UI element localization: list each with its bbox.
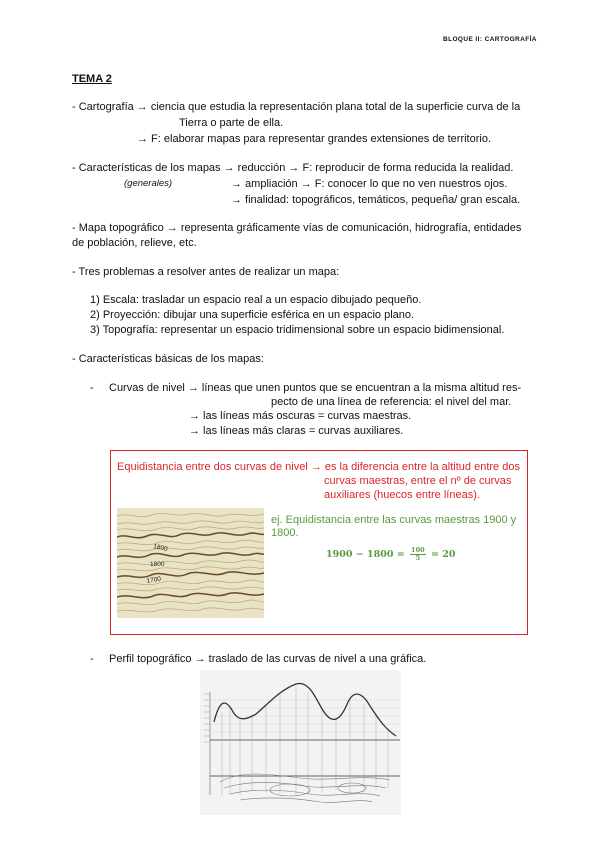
formula-right: = 20 <box>430 549 456 560</box>
caracteristicas-line2: → ampliación → F: conocer lo que no ven nuestros ojos. <box>231 178 508 190</box>
contour-map-image <box>117 508 264 618</box>
equidistancia-line2: curvas maestras, entre el nº de curvas <box>324 475 512 487</box>
caracteristicas-line1: - Características de los mapas → reducción → F: reproducir de forma reducida la realidad. <box>72 162 514 174</box>
perfil-text: Perfil topográfico → traslado de las curvas de nivel a una gráfica. <box>109 653 427 665</box>
cartografia-line2: Tierra o parte de ella. <box>179 117 284 129</box>
problemas-intro: - Tres problemas a resolver antes de realizar un mapa: <box>72 266 340 278</box>
caracteristicas-generales: (generales) <box>124 178 173 189</box>
example-line2: 1800. <box>271 527 299 539</box>
contour-label: 1800 <box>150 561 165 568</box>
bullet-dash: - <box>90 653 94 665</box>
curvas-line1: Curvas de nivel → líneas que unen puntos que se encuentran a la misma altitud res- <box>109 382 522 394</box>
example-line1: ej. Equidistancia entre las curvas maestras 1900 y <box>271 514 517 526</box>
formula-left: 1900 − 1800 = <box>326 549 405 560</box>
page-title: TEMA 2 <box>72 73 112 85</box>
equidistancia-line1: Equidistancia entre dos curvas de nivel → es la diferencia entre la altitud entre dos <box>117 461 520 473</box>
topografico-line1: - Mapa topográfico → representa gráficamente vías de comunicación, hidrografía, entidades <box>72 222 522 234</box>
problema-item: 2) Proyección: dibujar una superficie esférica en un espacio plano. <box>90 309 415 321</box>
caracteristicas-line3: → finalidad: topográficos, temáticos, pequeña/ gran escala. <box>231 194 521 206</box>
equidistancia-line3: auxiliares (huecos entre líneas). <box>324 489 480 501</box>
bullet-dash: - <box>90 382 94 394</box>
curvas-line3: → las líneas más oscuras = curvas maestras. <box>189 410 412 422</box>
formula-numerator: 100 <box>411 546 425 554</box>
curvas-line4: → las líneas más claras = curvas auxiliares. <box>189 425 404 437</box>
contour-label: 1800 <box>152 543 169 553</box>
cartografia-line3: → F: elaborar mapas para representar grandes extensiones de territorio. <box>137 133 492 145</box>
problema-item: 3) Topografía: representar un espacio tridimensional sobre un espacio bidimensional. <box>90 324 505 336</box>
formula-fraction <box>410 547 426 562</box>
formula-denominator: 5 <box>415 554 421 562</box>
equidistance-formula <box>326 547 455 562</box>
problema-item: 1) Escala: trasladar un espacio real a un espacio dibujado pequeño. <box>90 294 422 306</box>
header-block: BLOQUE II: CARTOGRAFÍA <box>443 36 537 43</box>
topographic-profile-image <box>200 670 401 815</box>
contour-label: 1700 <box>146 575 162 585</box>
cartografia-line1: - Cartografía → ciencia que estudia la representación plana total de la superficie curva de la <box>72 101 521 113</box>
topografico-line2: de población, relieve, etc. <box>72 237 197 249</box>
curvas-line2: pecto de una línea de referencia: el nivel del mar. <box>271 396 512 408</box>
basicas-intro: - Características básicas de los mapas: <box>72 353 264 365</box>
